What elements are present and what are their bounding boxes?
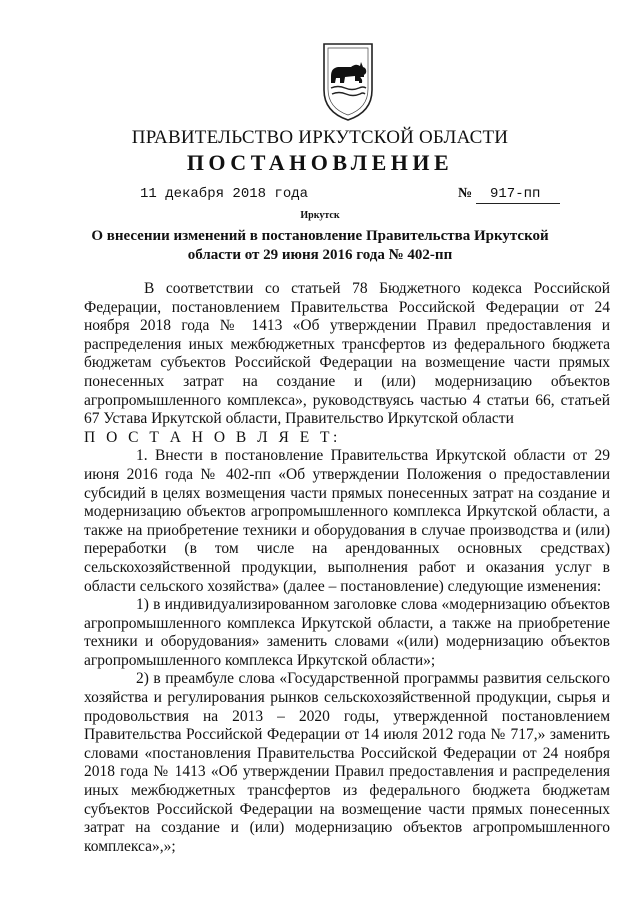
item-1-paragraph: 1. Внести в постановление Правительства Иркутской области от 29 июня 2016 года № 402-пп «Об утверждении Положения о предоставлении субсидий в целях возмещения части прямых понесенных затрат на создание и модернизацию объектов агропромышленного комплекса Иркутской области, а также на приобретение техники и оборудования в случае производства и (или) переработки (в том числе на арендованных основных средствах) сельскохозяйственной продукции, выполнения работ и оказания услуг в области сельского хозяйства» (далее – постановление) следующие изменения: — [84, 447, 610, 595]
subitem-2-paragraph: 2) в преамбуле слова «Государственной программы развития сельского хозяйства и регулирования рынков сельскохозяйственной продукции, сырья и продовольствия на 2013 – 2020 годы, утвержденной постановлением Правительства Российской Федерации от 14 июля 2012 года № 717,» заменить словами «постановления Правительства Российской Федерации от 24 ноября 2018 года № 1413 «Об утверждении Правил предоставления и распределения иных межбюджетных трансфертов из федерального бюджета бюджетам субъектов Российской Федерации на возмещение части прямых понесенных затрат на создание и (или) модернизацию объектов агропромышленного комплекса»,»; — [84, 670, 610, 855]
document-type: ПОСТАНОВЛЕНИЕ — [186, 150, 454, 175]
number-underline — [476, 203, 560, 204]
document-body — [84, 280, 610, 856]
document-date: 11 декабря 2018 года — [140, 186, 309, 202]
subitem-1-paragraph: 1) в индивидуализированном заголовке слова «модернизацию объектов агропромышленного комплекса Иркутской области, а также на приобретение техники и оборудования» заменить словами «(или) модернизацию объектов агропромышленного комплекса Иркутской области»; — [84, 596, 610, 669]
document-number: 917-пп — [490, 186, 541, 202]
document-title: О внесении изменений в постановление Правительства Иркутской области от 29 июня 2016 года № 402-пп — [91, 228, 549, 263]
resolves-heading: П О С Т А Н О В Л Я Е Т: — [84, 428, 341, 446]
irkutsk-coat-of-arms-icon — [321, 38, 375, 122]
number-sign: № — [458, 186, 473, 201]
government-name: ПРАВИТЕЛЬСТВО ИРКУТСКОЙ ОБЛАСТИ — [131, 127, 509, 148]
preamble-paragraph: В соответствии со статьей 78 Бюджетного кодекса Российской Федерации, постановлением Правительства Российской Федерации от 24 ноября 2018 года № 1413 «Об утверждении Правил предоставления и распределения иных межбюджетных трансфертов из федерального бюджета бюджетам субъектов Российской Федерации на возмещение части прямых понесенных затрат на создание и (или) модернизацию объектов агропромышленного комплекса», руководствуясь частью 4 статьи 66, статьей 67 Устава Иркутской области, Правительство Иркутской области — [84, 280, 610, 428]
city-name: Иркутск — [300, 210, 340, 221]
